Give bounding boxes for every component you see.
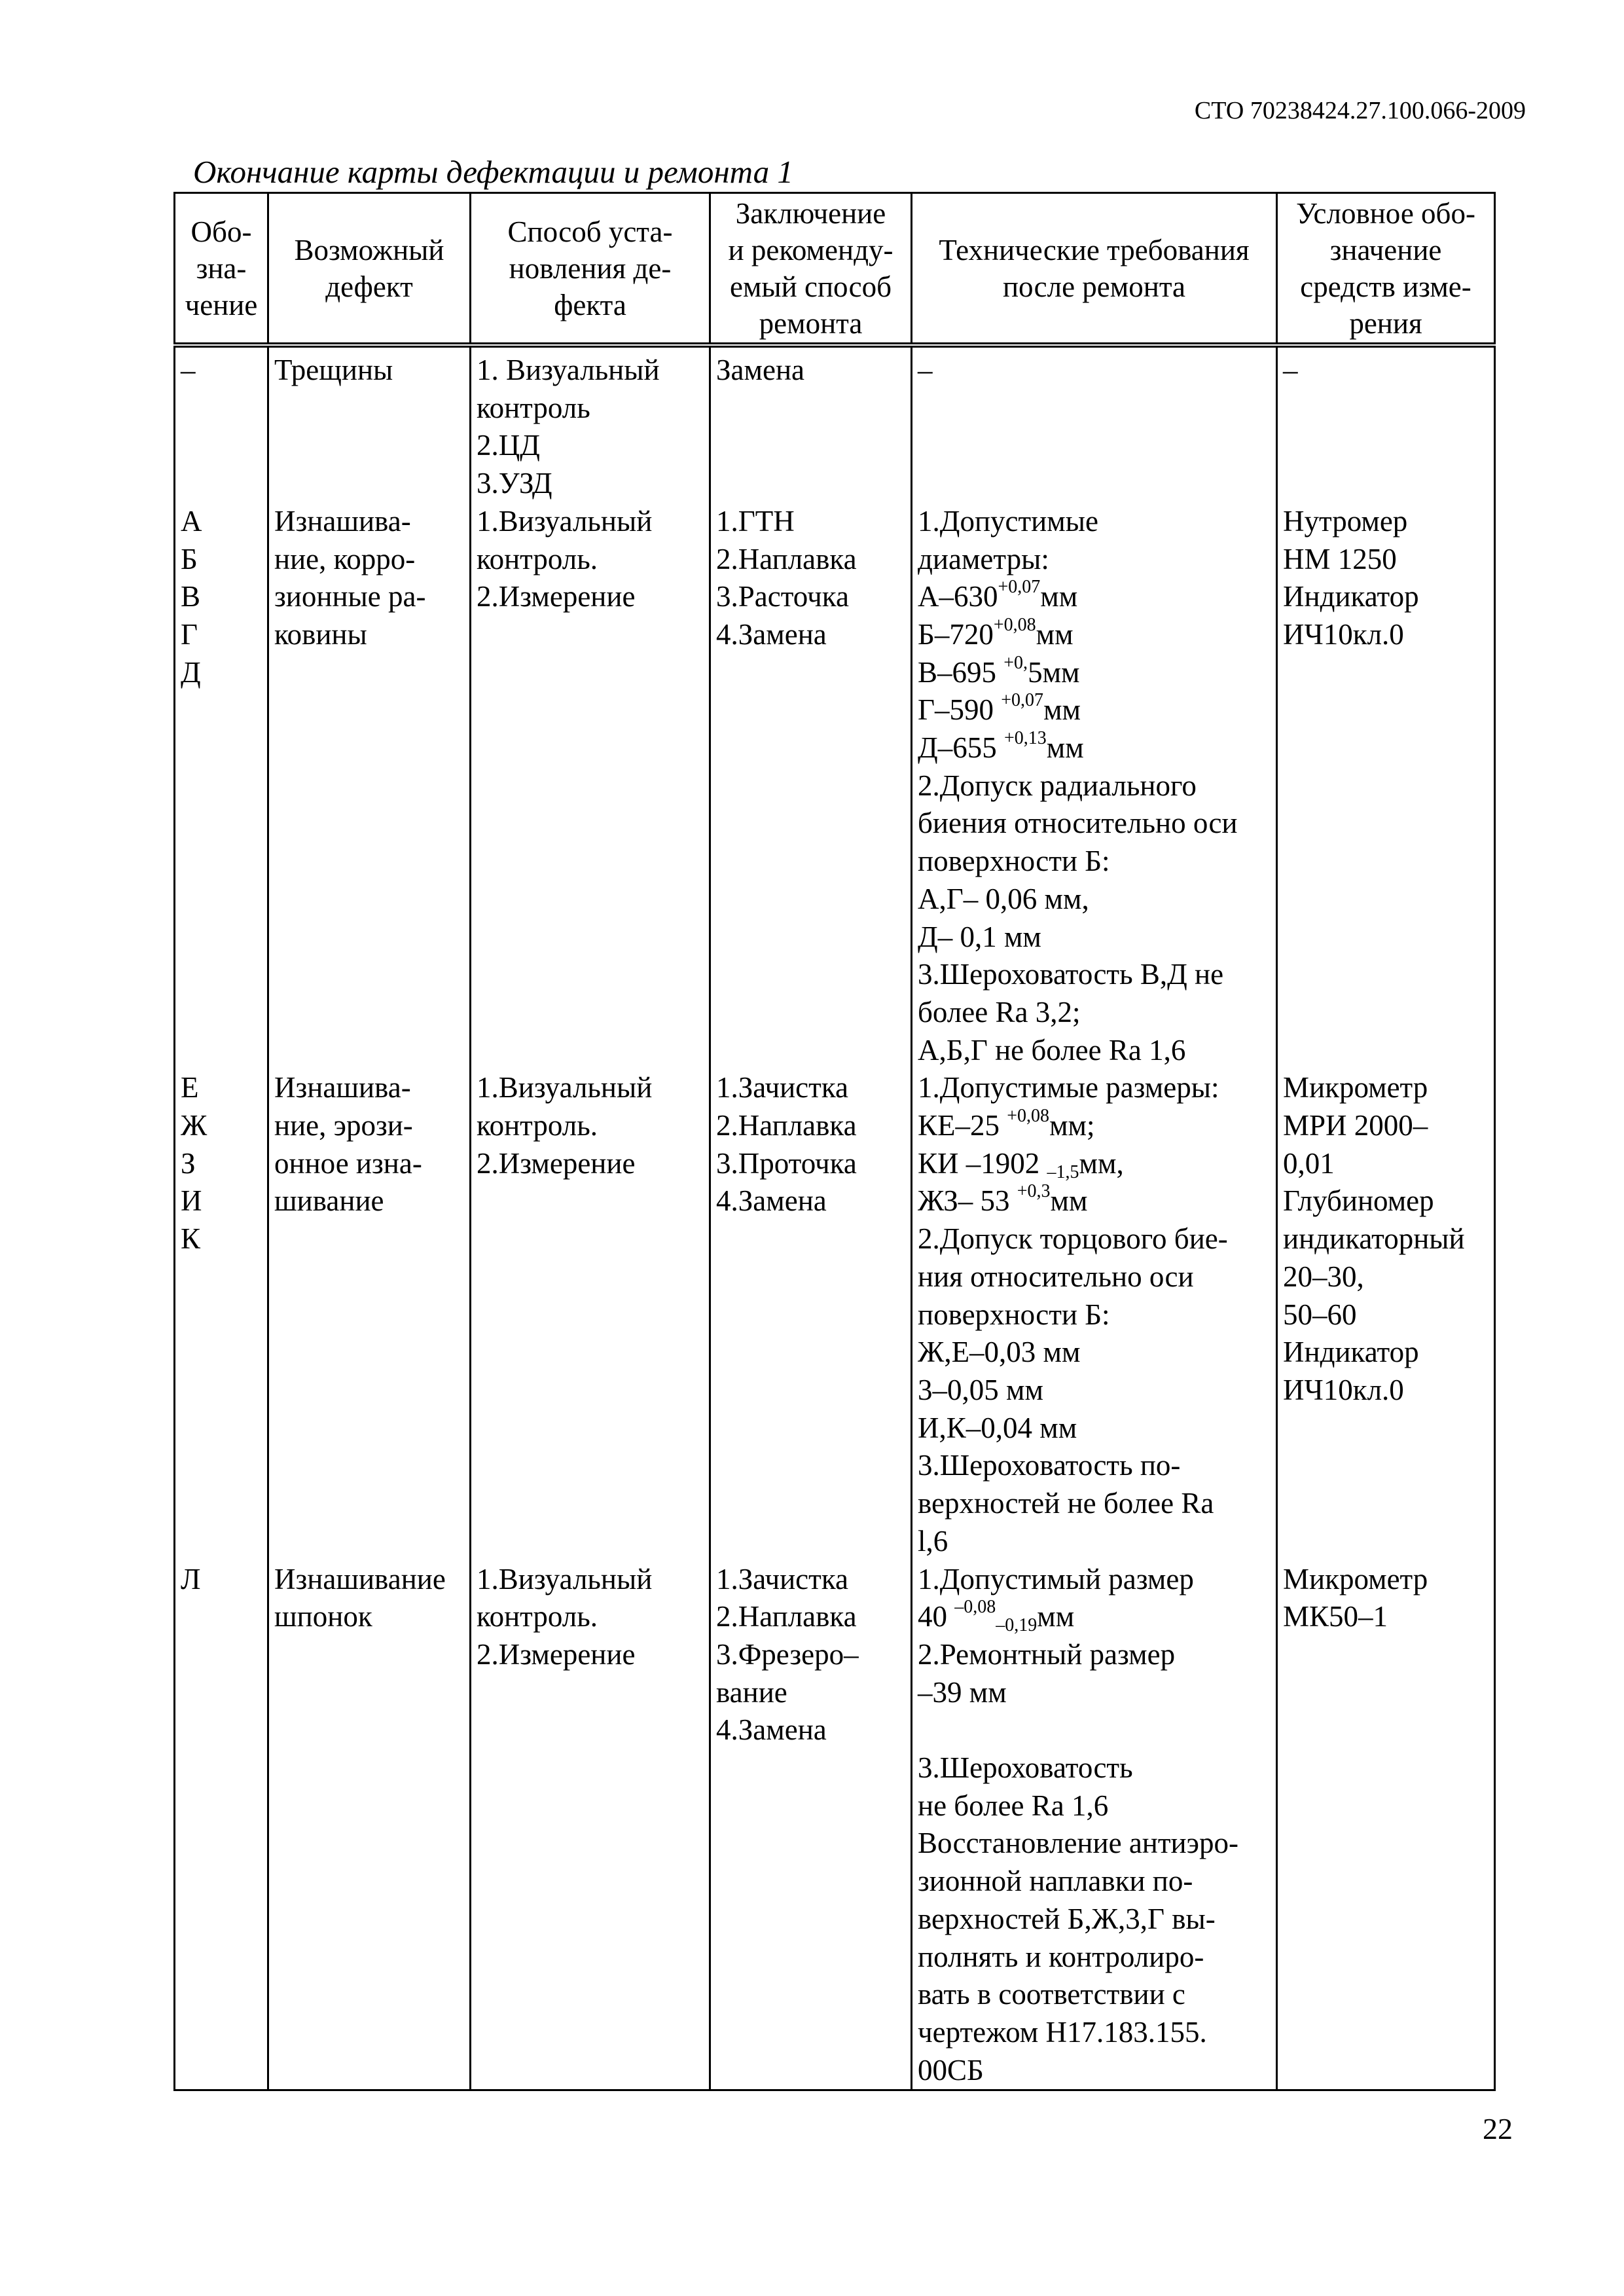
table-row — [175, 345, 1495, 503]
requirement-line: l,6 — [918, 1524, 948, 1558]
requirement-line: КИ –1902 $_{-1,5}$мм, — [918, 1146, 1124, 1182]
table-row — [175, 1069, 1495, 1560]
cell-requirements — [912, 345, 1277, 503]
requirement-line: поверхности Б: — [918, 1298, 1110, 1331]
cell-defect: Изнашива- ние, эрози- онное изна- шивание — [268, 1069, 471, 1560]
cell-instruments: Нутромер НМ 1250 Индикатор ИЧ10кл.0 — [1277, 503, 1495, 1070]
requirement-line: 00СБ — [918, 2053, 984, 2086]
table-body — [175, 345, 1495, 2090]
requirement-line: $Б-720^{+0,08}мм$ — [918, 614, 1074, 651]
cell-instruments: – — [1277, 345, 1495, 503]
cell-defect: Изнашива- ние, корро- зионные ра- ковины — [268, 503, 471, 1070]
requirement-line: диаметры: — [918, 542, 1049, 575]
requirement-line: зионной наплавки по- — [918, 1865, 1193, 1898]
cell-designation: Е Ж З И К — [175, 1069, 268, 1560]
col-header-defect: Возможный дефект — [268, 193, 471, 346]
cell-instruments: Микрометр МРИ 2000– 0,01 Глубиномер индикаторный 20–30, 50–60 Индикатор ИЧ10кл.0 — [1277, 1069, 1495, 1560]
cell-requirements — [912, 503, 1277, 1070]
requirement-line: Д–655 $^{+0,13}$мм — [918, 728, 1084, 765]
requirement-line: КЕ–25 $^{+0,08}$мм; — [918, 1106, 1095, 1142]
requirement-line: 2.Ремонтный размер — [918, 1637, 1176, 1671]
tolerance-upper: +0,08 — [1007, 1106, 1050, 1127]
requirement-line: полнять и контролиро- — [918, 1940, 1204, 1973]
cell-defect: Трещины — [268, 345, 471, 503]
requirement-line: Ж,Е–0,03 мм — [918, 1336, 1081, 1369]
cell-instruments: Микрометр МК50–1 — [1277, 1561, 1495, 2090]
cell-repair-method: Замена — [710, 345, 912, 503]
requirement-line: 40 $^{-0,08}_{-0,19}$мм — [918, 1597, 1075, 1636]
requirement-line: чертежом Н17.183.155. — [918, 2015, 1207, 2049]
requirement-line: Г–590 $^{+0,07}$мм — [918, 690, 1081, 727]
cell-repair-method: 1.ГТН 2.Наплавка 3.Расточка 4.Замена — [710, 503, 912, 1070]
table-row — [175, 1561, 1495, 2090]
requirement-line: 1.Допустимые — [918, 504, 1098, 538]
requirement-line: 1.Допустимый размер — [918, 1562, 1194, 1595]
requirement-line: более Ra 3,2; — [918, 995, 1081, 1029]
requirement-line: А,Б,Г не более Ra 1,6 — [918, 1033, 1186, 1066]
tolerance-upper: +0,13 — [1003, 728, 1047, 749]
requirement-line: Восстановление антиэро- — [918, 1827, 1238, 1860]
cell-detection-method: 1.Визуальный контроль. 2.Измерение — [471, 1069, 710, 1560]
table-row — [175, 503, 1495, 1070]
requirement-line: ЖЗ– 53 $^{+0,3}$мм — [918, 1181, 1088, 1218]
requirement-line: Д– 0,1 мм — [918, 920, 1041, 953]
table-header-row — [175, 193, 1495, 346]
requirement-line: В–695 $^{+0,}$5мм — [918, 652, 1080, 689]
requirement-line: ния относительно оси — [918, 1260, 1194, 1293]
cell-detection-method: 1.Визуальный контроль. 2.Измерение — [471, 503, 710, 1070]
cell-defect: Изнашивание шпонок — [268, 1561, 471, 2090]
tolerance-upper: +0,08 — [993, 614, 1036, 635]
cell-designation: Л — [175, 1561, 268, 2090]
cell-requirements — [912, 1561, 1277, 2090]
tolerance-upper: +0, — [1003, 652, 1028, 673]
tolerance-upper: +0,07 — [1001, 690, 1044, 711]
requirement-line: 3–0,05 мм — [918, 1373, 1043, 1406]
requirement-line: 3.Шероховатость — [918, 1751, 1133, 1785]
requirement-line: вать в соответствии с — [918, 1978, 1185, 2011]
col-header-repair-method: Заключение и рекоменду- емый способ ремонта — [710, 193, 912, 346]
col-header-detection-method: Способ уста- новления де- фекта — [471, 193, 710, 346]
requirement-line: 2.Допуск торцового бие- — [918, 1222, 1228, 1256]
col-header-requirements: Технические требования после ремонта — [912, 193, 1277, 346]
tolerance-upper: –0,08 — [954, 1597, 996, 1618]
tolerance-lower: –1,5 — [1047, 1161, 1079, 1182]
cell-repair-method: 1.Зачистка 2.Наплавка 3.Фрезеро– вание 4.Замена — [710, 1561, 912, 2090]
col-header-designation: Обо- зна- чение — [175, 193, 268, 346]
requirement-line: $А-630^{+0,07}мм$ — [918, 577, 1078, 613]
page-number: 22 — [1483, 2112, 1513, 2145]
col-header-instruments: Условное обо- значение средств изме- рения — [1277, 193, 1495, 346]
requirement-line: 3.Шероховатость В,Д не — [918, 958, 1224, 991]
cell-designation: А Б В Г Д — [175, 503, 268, 1070]
requirement-line: 3.Шероховатость по- — [918, 1449, 1181, 1482]
cell-detection-method: 1.Визуальный контроль. 2.Измерение — [471, 1561, 710, 2090]
requirement-line: И,К–0,04 мм — [918, 1411, 1077, 1444]
tolerance-lower: –0,19 — [996, 1615, 1038, 1636]
defect-repair-table — [173, 192, 1496, 2091]
requirement-line: верхностей Б,Ж,3,Г вы- — [918, 1902, 1216, 1935]
cell-detection-method: 1. Визуальный контроль 2.ЦД 3.УЗД — [471, 345, 710, 503]
requirement-line: не более Ra 1,6 — [918, 1789, 1109, 1822]
requirement-line: верхностей не более Ra — [918, 1487, 1214, 1520]
requirement-line: –39 мм — [918, 1675, 1007, 1709]
requirement-line: поверхности Б: — [918, 845, 1110, 878]
cell-requirements — [912, 1069, 1277, 1560]
requirement-line: – — [918, 354, 933, 386]
requirement-line: 1.Допустимые размеры: — [918, 1071, 1219, 1104]
requirement-line: 2.Допуск радиального — [918, 769, 1197, 802]
tolerance-upper: +0,07 — [998, 577, 1041, 598]
tolerance-upper: +0,3 — [1017, 1181, 1051, 1202]
requirement-line: биения относительно оси — [918, 807, 1238, 840]
table-caption: Окончание карты дефектации и ремонта 1 — [193, 154, 793, 190]
document-code: СТО 70238424.27.100.066-2009 — [1194, 97, 1526, 124]
requirement-line — [918, 1711, 1271, 1749]
cell-repair-method: 1.Зачистка 2.Наплавка 3.Проточка 4.Замена — [710, 1069, 912, 1560]
cell-designation: – — [175, 345, 268, 503]
requirement-line: А,Г– 0,06 мм, — [918, 882, 1089, 915]
